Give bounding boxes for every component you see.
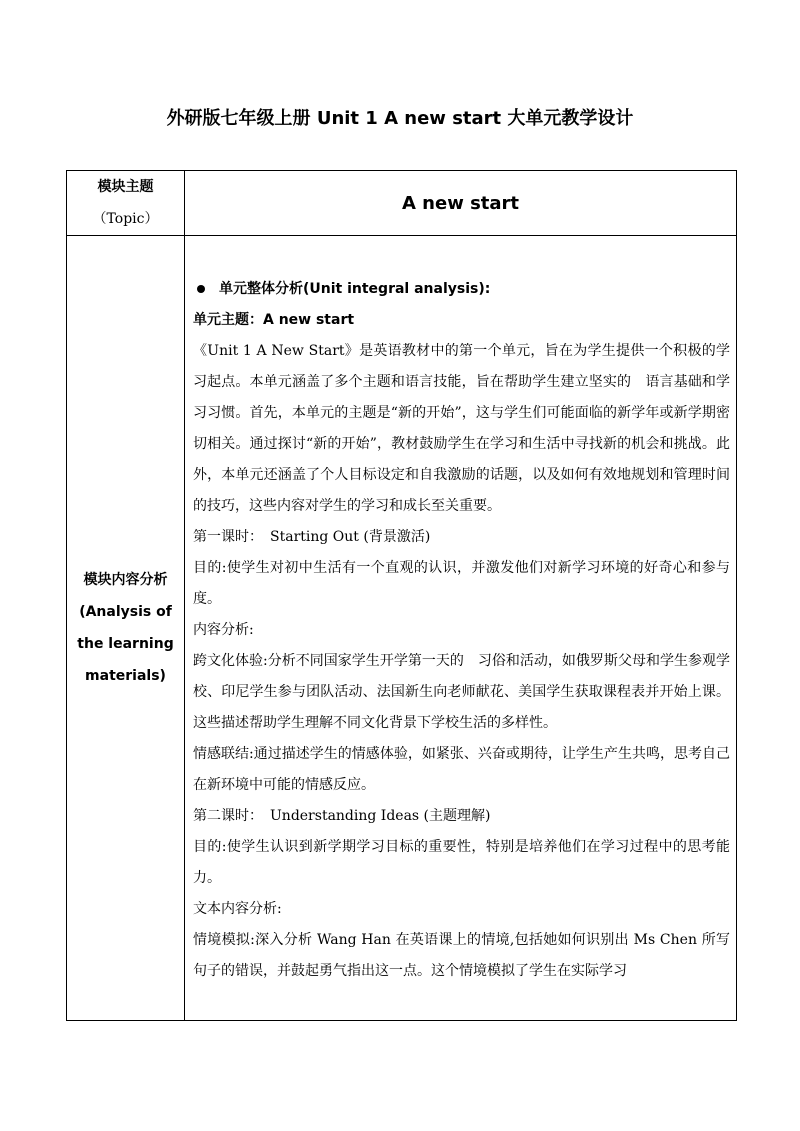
unit-design-table — [66, 170, 737, 1021]
bullet-heading: 单元整体分析(Unit integral analysis): — [219, 280, 491, 297]
topic-value: A new start — [185, 171, 737, 236]
analysis-label-cell — [67, 236, 185, 1021]
lesson1-emotion: 情感联结:通过描述学生的情感体验，如紧张、兴奋或期待，让学生产生共鸣，思考自己在新环境中可能的情感反应。 — [193, 745, 730, 793]
topic-label-cell — [67, 171, 185, 236]
analysis-content — [185, 270, 736, 987]
lesson1-analysis-label: 内容分析: — [193, 621, 254, 638]
bullet-heading-line — [193, 274, 730, 305]
lesson2-text-label: 文本内容分析: — [193, 900, 282, 917]
analysis-content-cell — [185, 236, 737, 1021]
topic-label-cn: 模块主题 — [97, 179, 154, 195]
analysis-row — [67, 236, 737, 1021]
lesson2-goal: 目的:使学生认识到新学期学习目标的重要性，特别是培养他们在学习过程中的思考能力。 — [193, 838, 730, 886]
analysis-label-en-1: (Analysis of — [79, 604, 172, 620]
lesson2-scenario: 情境模拟:深入分析 Wang Han 在英语课上的情境,包括她如何识别出 Ms Chen 所写句子的错误，并鼓起勇气指出这一点。这个情境模拟了学生在实际学习 — [193, 931, 730, 979]
lesson1-title: 第一课时： Starting Out (背景激活) — [193, 528, 431, 545]
analysis-label-en-2: the learning — [77, 636, 174, 652]
analysis-label-cn: 模块内容分析 — [83, 572, 168, 588]
document-title: 外研版七年级上册 Unit 1 A new start 大单元教学设计 — [166, 108, 634, 129]
topic-label-en: （Topic） — [92, 211, 159, 227]
unit-intro-paragraph: 《Unit 1 A New Start》是英语教材中的第一个单元，旨在为学生提供一个积极的学习起点。本单元涵盖了多个主题和语言技能，旨在帮助学生建立坚实的 语言基础和学习习惯。首先，本单元的主题是“新的开始”，这与学生们可能面临的新学年或新学期密切相关。通过探讨“新的开始”，教材鼓励学生在学习和生活中寻找新的机会和挑战。此外，本单元还涵盖了个人目标设定和自我激励的话题，以及如何有效地规划和管理时间的技巧，这些内容对学生的学习和成长至关重要。 — [193, 342, 730, 514]
unit-theme: 单元主题：A new start — [193, 311, 355, 328]
bullet-icon — [197, 285, 205, 293]
lesson2-title: 第二课时： Understanding Ideas (主题理解) — [193, 807, 491, 824]
analysis-label-en-3: materials) — [85, 668, 166, 684]
lesson1-cross-culture: 跨文化体验:分析不同国家学生开学第一天的 习俗和活动，如俄罗斯父母和学生参观学校、印尼学生参与团队活动、法国新生向老师献花、美国学生获取课程表并开始上课。这些描述帮助学生理解不同文化背景下学校生活的多样性。 — [193, 652, 730, 731]
topic-row — [67, 171, 737, 236]
lesson1-goal: 目的:使学生对初中生活有一个直观的认识，并激发他们对新学习环境的好奇心和参与度。 — [193, 559, 730, 607]
